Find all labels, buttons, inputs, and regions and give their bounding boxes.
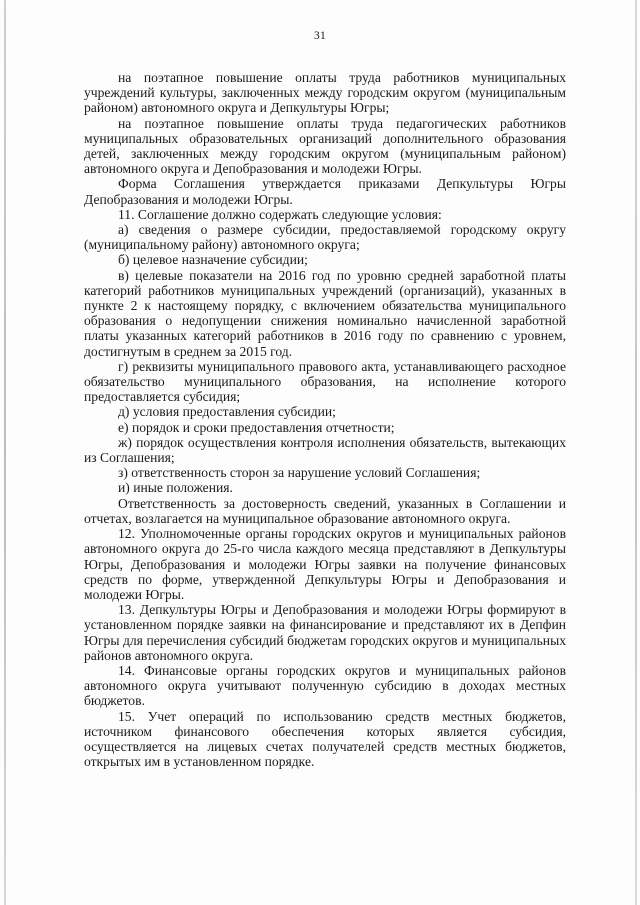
paragraph-condition-e: е) порядок и сроки предоставления отчетности;: [118, 419, 395, 435]
paragraph-condition-v: в) целевые показатели на 2016 год по уровню средней заработной платы категорий работников муниципальных учреждений (организаций), указанных в пункте 2 к настоящему порядку, с включением обязательства муниципального образования о недопущении снижения номинально начисленной заработной платы указанных категорий работников в 2016 году по сравнению с уровнем, достигнутым в среднем за 2015 год.: [84, 267, 566, 359]
paragraph-item-13: 13. Депкультуры Югры и Депобразования и молодежи Югры формируют в установленном порядке заявки на финансирование и представляют их в Депфин Югры для перечисления субсидий бюджетам городских округов и муниципальных районов автономного округа.: [84, 602, 566, 663]
paragraph-condition-zh: ж) порядок осуществления контроля исполнения обязательств, вытекающих из Соглашения;: [84, 434, 566, 466]
scan-edge-left: [4, 0, 6, 905]
paragraph-condition-g: г) реквизиты муниципального правового акта, устанавливающего расходное обязательство муниципального образования, на исполнение которого предоставляется субсидия;: [84, 358, 566, 405]
paragraph-item-11: 11. Соглашение должно содержать следующие условия:: [118, 206, 442, 222]
document-body: [84, 70, 566, 769]
paragraph-condition-b: б) целевое назначение субсидии;: [118, 252, 308, 268]
paragraph-condition-d: д) условия предоставления субсидии;: [118, 404, 336, 420]
paragraph-condition-a: а) сведения о размере субсидии, предоставляемой городскому округу (муниципальному району) автономного округа;: [84, 222, 566, 253]
paragraph-agreement-form: Форма Соглашения утверждается приказами Депкультуры Югры Депобразования и молодежи Югры.: [84, 176, 566, 207]
paragraph-item-12: 12. Уполномоченные органы городских округов и муниципальных районов автономного округа до 25-го числа каждого месяца представляют в Депкультуры Югры, Депобразования и молодежи Югры заявки на получение финансовых средств по форме, утвержденной Депкультуры Югры и Депобразования и молодежи Югры.: [84, 526, 566, 602]
paragraph-condition-i: и) иные положения.: [118, 480, 233, 496]
paragraph-item-14: 14. Финансовые органы городских округов и муниципальных районов автономного округа учитывают полученную субсидию в доходах местных бюджетов.: [84, 662, 566, 709]
paragraph-responsibility: Ответственность за достоверность сведений, указанных в Соглашении и отчетах, возлагается на муниципальное образование автономного округа.: [84, 495, 566, 526]
paragraph-teachers-salary: на поэтапное повышение оплаты труда педагогических работников муниципальных образовательных организаций дополнительного образования детей, заключенных между городским округом (муниципальным районом) автономного округа и Депобразования и молодежи Югры.: [84, 115, 566, 177]
paragraph-item-15: 15. Учет операций по использованию средств местных бюджетов, источником финансового обеспечения которых является субсидия, осуществляется на лицевых счетах получателей средств местных бюджетов, открытых им в установленном порядке.: [84, 708, 566, 770]
paragraph-culture-salary: на поэтапное повышение оплаты труда работников муниципальных учреждений культуры, заключенных между городским округом (муниципальным районом) автономного округа и Депкультуры Югры;: [84, 70, 566, 116]
paragraph-condition-z: з) ответственность сторон за нарушение условий Соглашения;: [118, 465, 481, 481]
page-number: 31: [313, 30, 327, 42]
scan-edge-right: [635, 0, 637, 905]
